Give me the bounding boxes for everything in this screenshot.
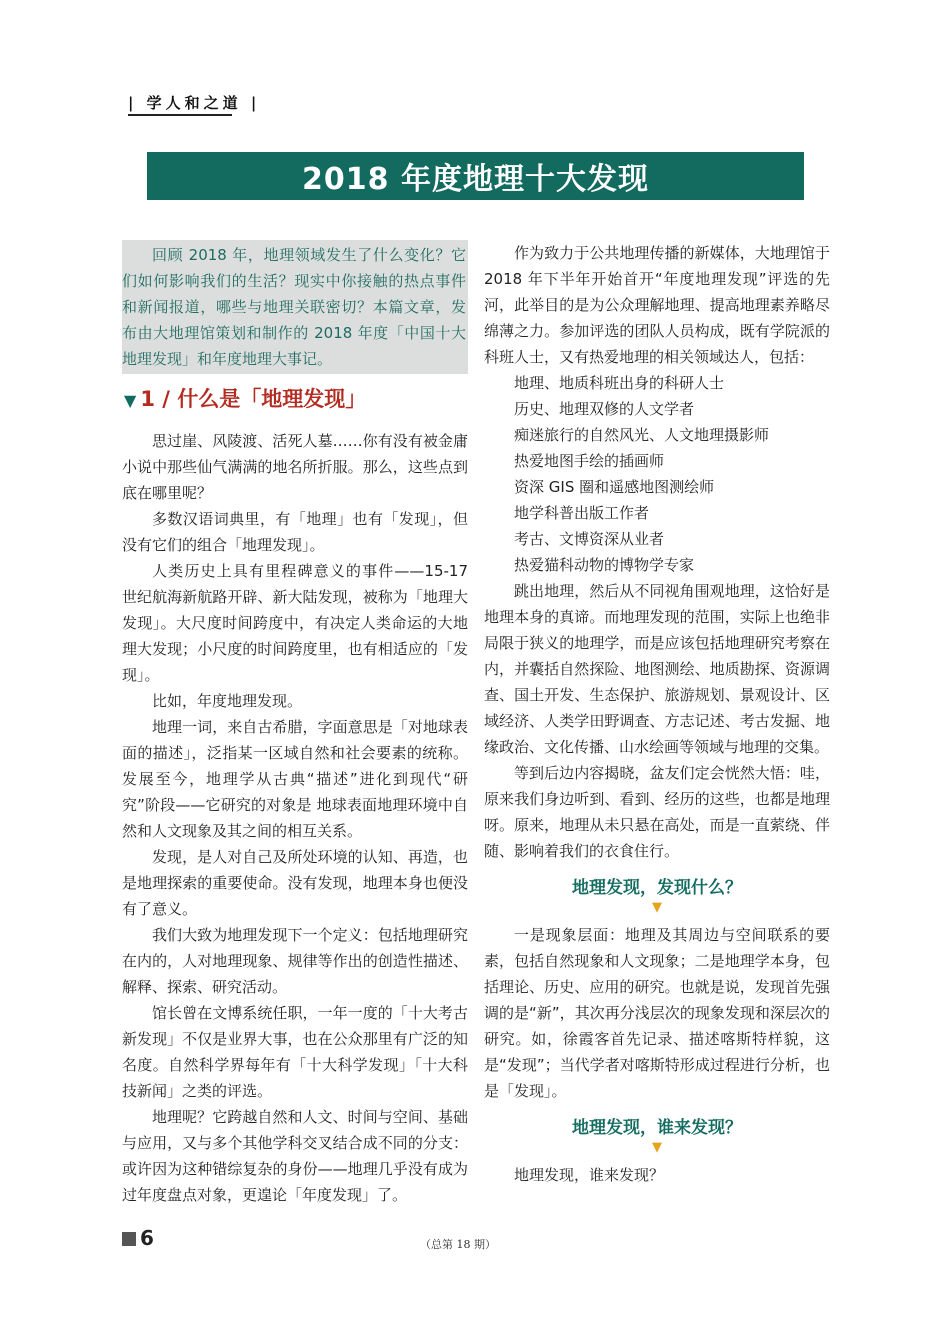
paragraph: 比如，年度地理发现。 [152,692,303,710]
page-number [122,1226,154,1250]
paragraph: 馆长曾在文博系统任职，一年一度的「十大考古新发现」不仅是业界大事，也在公众那里有广泛的知名度。自然科学界每年有「十大科学发现」「十大科技新闻」之类的评选。 [122,1004,468,1100]
paragraph: 发现，是人对自己及所处环境的认知、再造，也是地理探索的重要使命。没有发现，地理本身也便没有了意义。 [122,848,468,918]
paragraph: 一是现象层面：地理及其周边与空间联系的要素，包括自然现象和人文现象；二是地理学本身，包括理论、历史、应用的研究。也就是说，发现首先强调的是“新”，其次再分浅层次的现象发现和深层次的研究。如，徐霞客首先记录、描述喀斯特样貌，这是“发现”；当代学者对喀斯特形成过程进行分析，也是「发现」。 [484,926,830,1100]
subheading-who: 地理发现，谁来发现？ [572,1118,742,1138]
list-item: 地学科普出版工作者 [514,504,650,522]
square-icon [122,1232,136,1246]
paragraph: 作为致力于公共地理传播的新媒体，大地理馆于 2018 年下半年开始首开“年度地理发现”评选的先河，此举目的是为公众理解地理、提高地理素养略尽绵薄之力。参加评选的团队人员构成，既有学院派的科班人士，又有热爱地理的相关领域达人，包括： [484,244,830,366]
paragraph: 跳出地理，然后从不同视角围观地理，这恰好是地理本身的真谛。而地理发现的范围，实际上也绝非局限于狭义的地理学，而是应该包括地理研究考察在内，并囊括自然探险、地图测绘、地质勘探、资源调查、国土开发、生态保护、旅游规划、景观设计、区域经济、人类学田野调查、方志记述、考古发掘、地缘政治、文化传播、山水绘画等领域与地理的交集。 [484,582,830,756]
list-item: 痴迷旅行的自然风光、人文地理摄影师 [514,426,770,444]
paragraph: 地理一词，来自古希腊，字面意思是「对地球表面的描述」，泛指某一区域自然和社会要素的统称。发展至今，地理学从古典“描述”进化到现代“研究”阶段——它研究的对象是 地球表面地理环境中自然和人文现象及其之间的相互关系。 [122,718,468,840]
column-header: | 学人和之道 | [128,94,261,112]
right-column [484,240,830,1188]
header-underline [128,114,232,116]
page-number-text: 6 [140,1226,154,1250]
subheading-what: 地理发现，发现什么？ [572,878,742,898]
list-item: 资深 GIS 圈和遥感地图测绘师 [514,478,715,496]
section-heading-text: 1 / 什么是「地理发现」 [140,387,367,411]
section-heading [124,384,468,414]
list-item: 考古、文博资深从业者 [514,530,665,548]
paragraph: 地理发现，谁来发现？ [514,1166,665,1184]
list-item: 热爱地图手绘的插画师 [514,452,665,470]
down-arrow-icon: ▼ [652,900,662,915]
paragraph: 人类历史上具有里程碑意义的事件——15-17 世纪航海新航路开辟、新大陆发现，被称为「地理大发现」。大尺度时间跨度中，有决定人类命运的大地理大发现；小尺度的时间跨度里，也有相适应的「发现」。 [122,562,468,684]
paragraph: 等到后边内容揭晓，盆友们定会恍然大悟：哇，原来我们身边听到、看到、经历的这些，也都是地理呀。原来，地理从未只悬在高处，而是一直萦绕、伴随、影响着我们的衣食住行。 [484,764,830,860]
intro-text: 回顾 2018 年，地理领域发生了什么变化？它们如何影响我们的生活？现实中你接触的热点事件和新闻报道，哪些与地理关联密切？本篇文章，发布由大地理馆策划和制作的 2018 年度「中国十大地理发现」和年度地理大事记。 [122,246,466,368]
paragraph: 我们大致为地理发现下一个定义：包括地理研究在内的，人对地理现象、规律等作出的创造性描述、解释、探索、研究活动。 [122,926,468,996]
paragraph: 思过崖、风陵渡、活死人墓……你有没有被金庸小说中那些仙气满满的地名所折服。那么，这些点到底在哪里呢？ [122,432,468,502]
paragraph: 多数汉语词典里，有「地理」也有「发现」，但没有它们的组合「地理发现」。 [122,510,468,554]
triangle-icon: ▼ [124,391,137,410]
intro-box [122,240,468,374]
issue-number: （总第 18 期） [420,1238,496,1251]
list-item: 历史、地理双修的人文学者 [514,400,695,418]
title-banner [147,152,804,200]
list-item: 地理、地质科班出身的科研人士 [514,374,725,392]
list-item: 热爱猫科动物的博物学专家 [514,556,695,574]
down-arrow-icon: ▼ [652,1140,662,1155]
paragraph: 地理呢？它跨越自然和人文、时间与空间、基础与应用，又与多个其他学科交叉结合成不同的分支：或许因为这种错综复杂的身份——地理几乎没有成为过年度盘点对象，更遑论「年度发现」了。 [122,1108,468,1204]
left-column [122,240,468,1208]
article-title: 2018 年度地理十大发现 [302,162,649,197]
